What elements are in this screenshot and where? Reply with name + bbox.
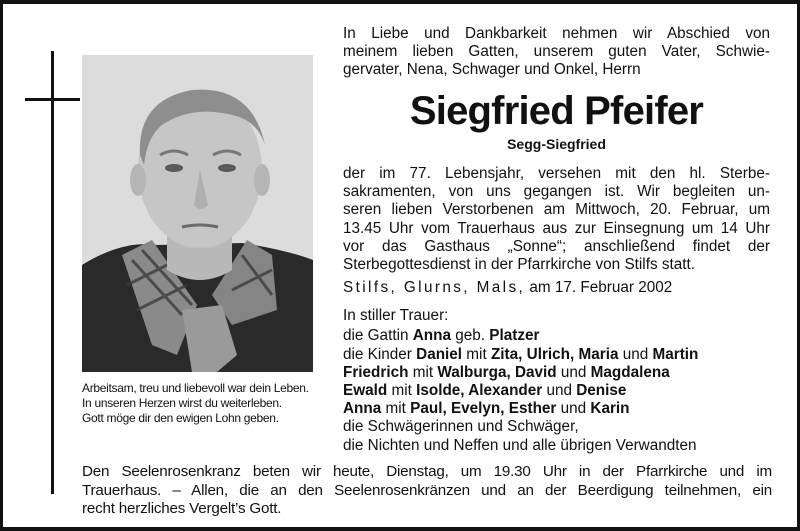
text: und [560, 363, 587, 381]
name-bold: Zita, Ulrich, Maria [490, 345, 619, 363]
deceased-name: Siegfried Pfeifer [409, 89, 704, 133]
text: mit [412, 363, 434, 381]
name-bold: Friedrich [343, 363, 409, 381]
details-paragraph [343, 165, 770, 274]
deceased-nickname: Segg-Siegfried [507, 136, 606, 152]
text: die Gattin [343, 327, 409, 345]
date: am 17. Februar 2002 [529, 279, 673, 297]
intro-line: meinem lieben Gatten, unserem guten Vater, Schwie- [343, 43, 770, 60]
cross-icon-bar [25, 98, 80, 101]
intro-line: In Liebe und Dankbarkeit nehmen wir Abschied von [343, 25, 770, 42]
intro-line: gervater, Nena, Schwager und Onkel, Herrn [343, 61, 641, 78]
place-and-date [343, 279, 770, 297]
details-line: sakramenten, von uns gegangen ist. Wir begleiten un- [343, 183, 770, 201]
footer-line: Trauerhaus. – Allen, die an den Seelenrosenkränzen und an der Beerdigung teilnehmen, ein [82, 481, 772, 499]
name-bold: Anna [343, 400, 382, 418]
details-line: 13.45 Uhr vom Trauerhaus aus zur Einsegnung um 14 Uhr [343, 219, 770, 237]
verse-line: In unseren Herzen wirst du weiterleben. [82, 396, 282, 410]
mourner-children-1 [343, 346, 770, 364]
name-bold: Martin [652, 345, 699, 363]
name-bold: Walburga, David [437, 363, 557, 381]
portrait-illustration [82, 55, 313, 372]
text: mit [391, 382, 412, 400]
name-bold: Paul, Evelyn, Esther [410, 400, 557, 418]
memorial-verse [82, 381, 322, 426]
details-line: Sterbegottesdienst in der Pfarrkirche von Stilfs statt. [343, 256, 695, 274]
text: und [560, 400, 587, 418]
text: die Kinder [343, 345, 412, 363]
name-bold: Isolde, Alexander [416, 382, 543, 400]
name-bold: Magdalena [590, 363, 670, 381]
text: geb. [455, 327, 486, 345]
cross-icon [51, 51, 54, 494]
details-line: vor das Gasthaus „Sonne“; anschließend findet der [343, 237, 770, 255]
footer-line: recht herzliches Vergelt’s Gott. [82, 500, 282, 517]
name-bold: Denise [576, 382, 627, 400]
mourner-children-4 [343, 400, 770, 418]
name-bold: Daniel [416, 345, 463, 363]
portrait-photo [82, 55, 313, 372]
mourner-children-3 [343, 382, 770, 400]
text: und [622, 345, 649, 363]
mourners-list [343, 307, 770, 455]
verse-line: Arbeitsam, treu und liebevoll war dein Leben. [82, 381, 309, 395]
rosary-notice [82, 463, 772, 519]
verse-line: Gott möge dir den ewigen Lohn geben. [82, 411, 279, 425]
footer-line: Den Seelenrosenkranz beten wir heute, Dienstag, um 19.30 Uhr in der Pfarrkirche und im [82, 463, 772, 480]
name-bold: Platzer [489, 327, 540, 345]
notice-text-column [343, 25, 770, 455]
details-line: seren lieben Verstorbenen am Mittwoch, 20. Februar, um [343, 201, 770, 219]
text: mit [466, 345, 487, 363]
mourners-label: In stiller Trauer: [343, 307, 449, 325]
text: mit [385, 400, 406, 418]
details-line: der im 77. Lebensjahr, versehen mit den hl. Sterbe- [343, 165, 770, 182]
text: und [546, 382, 572, 400]
name-bold: Ewald [343, 382, 388, 400]
name-bold: Karin [590, 400, 630, 418]
places: Stilfs, Glurns, Mals, [343, 279, 526, 297]
mourner-inlaws: die Schwägerinnen und Schwäger, [343, 418, 579, 436]
name-bold: Anna [412, 327, 451, 345]
mourner-wife [343, 327, 770, 345]
intro-paragraph [343, 25, 770, 79]
mourner-children-2 [343, 364, 770, 382]
mourner-relatives: die Nichten und Neffen und alle übrigen Verwandten [343, 436, 697, 454]
